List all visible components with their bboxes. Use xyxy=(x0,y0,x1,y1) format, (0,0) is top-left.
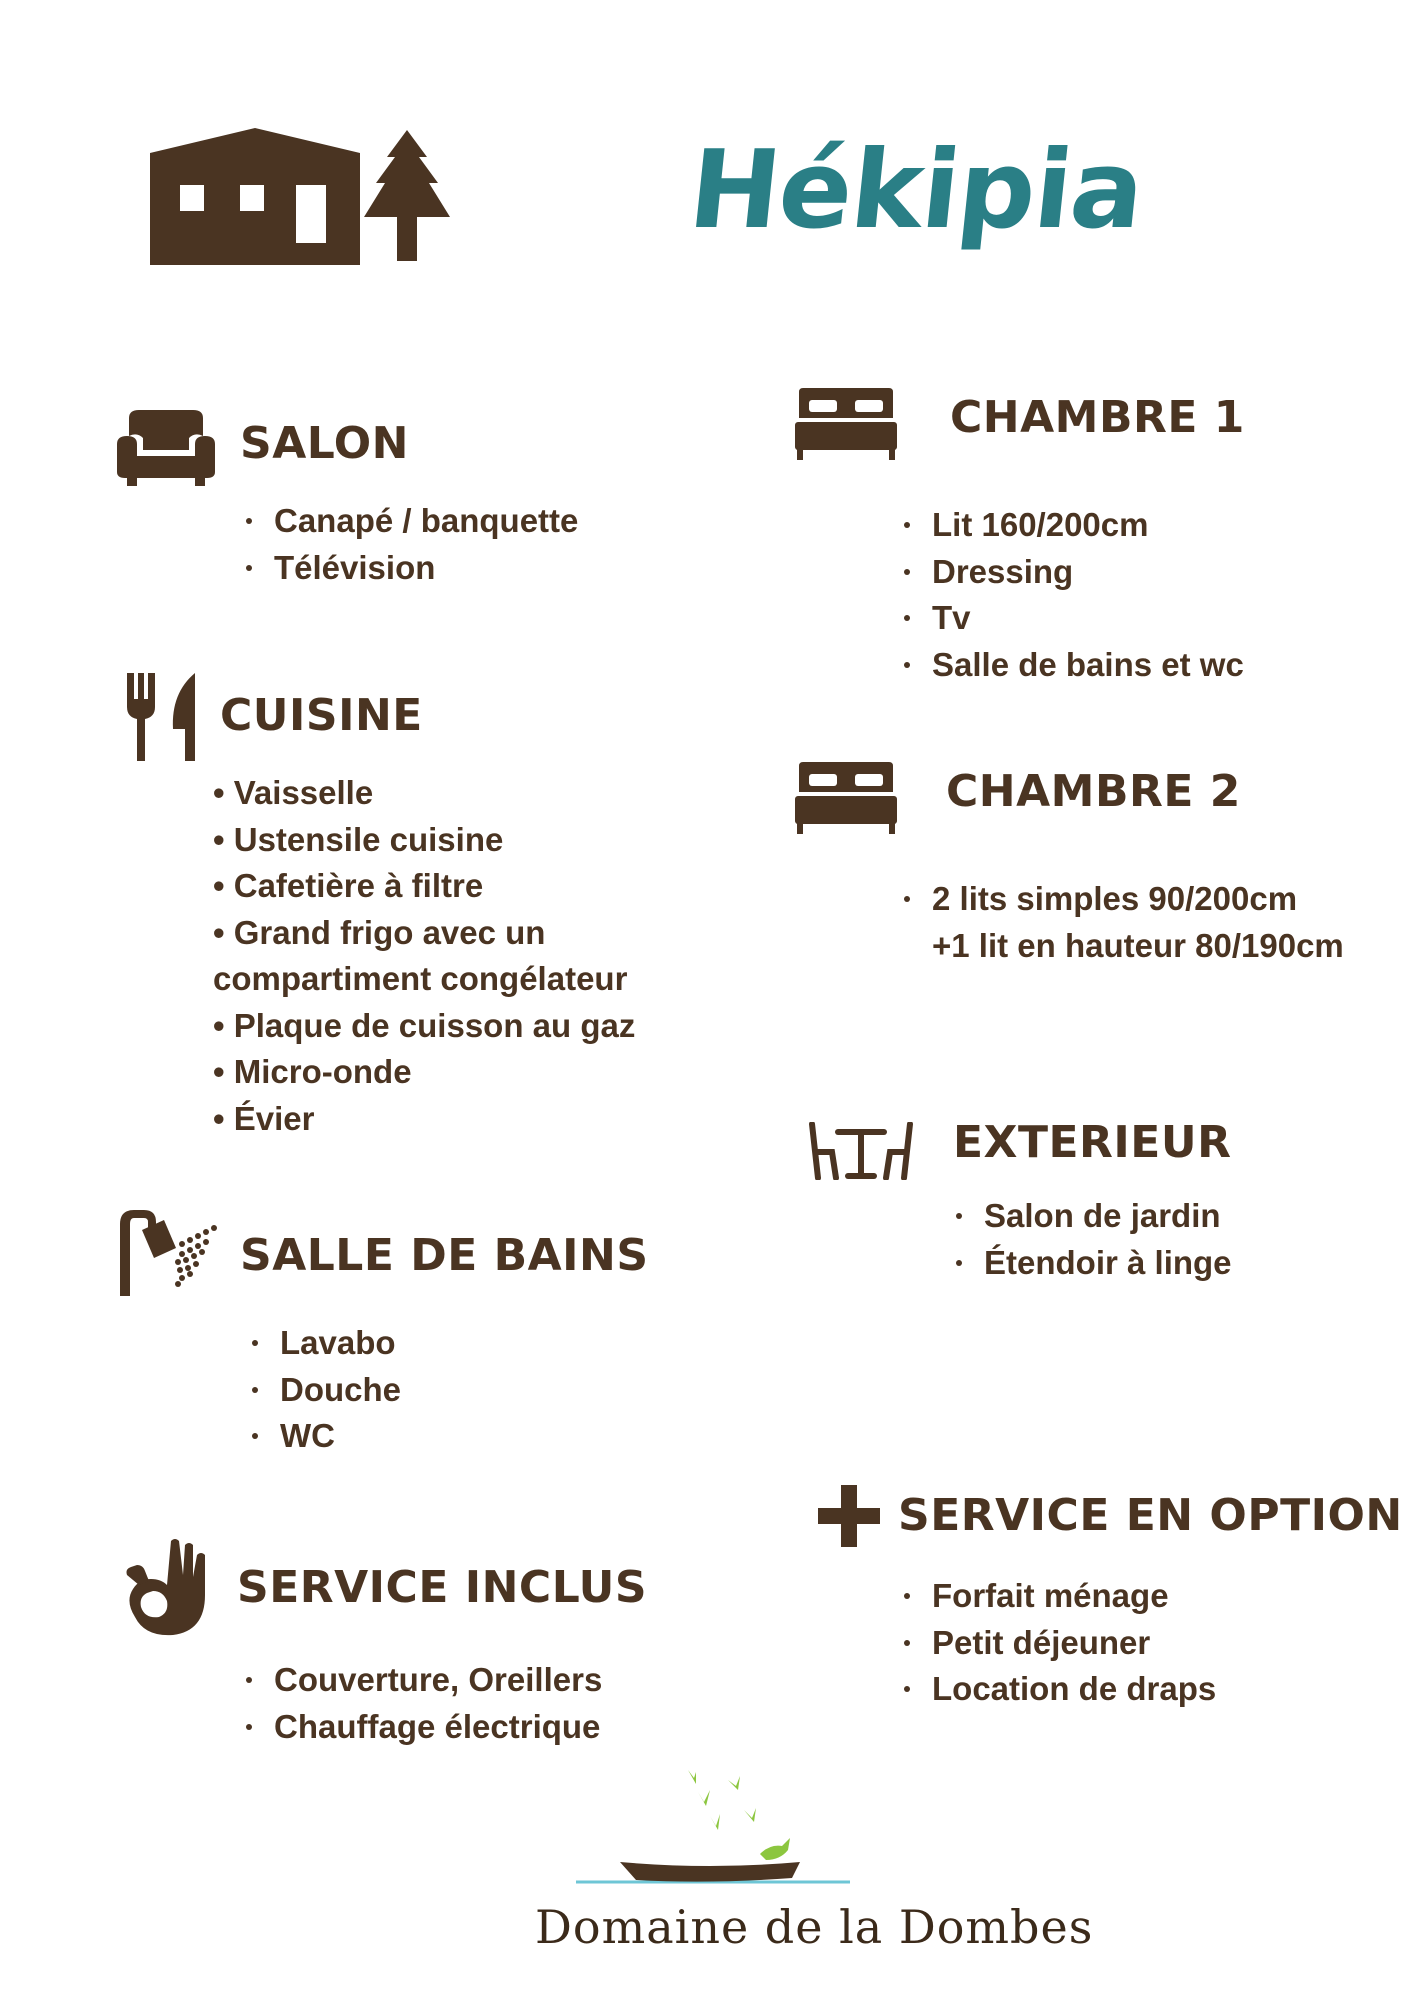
list-item: Salle de bains et wc xyxy=(904,642,1244,689)
list-item: WC xyxy=(252,1413,401,1460)
brand-wordmark: Domaine de la Dombes xyxy=(535,1900,1094,1954)
list-item: • Cafetière à filtre xyxy=(213,863,635,910)
cutlery-icon xyxy=(125,673,200,763)
list-item: Chauffage électrique xyxy=(246,1704,602,1751)
bed-icon xyxy=(795,762,897,834)
list-item: Douche xyxy=(252,1367,401,1414)
list-item: • Plaque de cuisson au gaz xyxy=(213,1003,635,1050)
exterieur-heading: EXTERIEUR xyxy=(953,1117,1232,1168)
list-item: Dressing xyxy=(904,549,1244,596)
plus-icon xyxy=(818,1485,880,1547)
page-title: Hékipia xyxy=(683,128,1150,253)
service-option-list xyxy=(904,1573,1216,1713)
chambre2-list xyxy=(904,876,1344,969)
ok-hand-icon xyxy=(125,1535,207,1637)
list-item: • Micro-onde xyxy=(213,1049,635,1096)
salon-heading: SALON xyxy=(240,418,409,469)
list-item: Tv xyxy=(904,595,1244,642)
chambre1-list xyxy=(904,502,1244,688)
patio-table-icon xyxy=(808,1122,914,1180)
service-option-heading: SERVICE EN OPTION xyxy=(898,1490,1403,1541)
boat-birds-logo xyxy=(570,1770,860,1900)
list-item: 2 lits simples 90/200cm xyxy=(904,876,1344,923)
exterieur-list xyxy=(956,1193,1232,1286)
list-item: Télévision xyxy=(246,545,578,592)
list-item: Couverture, Oreillers xyxy=(246,1657,602,1704)
list-item: Salon de jardin xyxy=(956,1193,1232,1240)
list-item: Lit 160/200cm xyxy=(904,502,1244,549)
cuisine-list xyxy=(213,770,635,1142)
bed-icon xyxy=(795,388,897,460)
list-item: Location de draps xyxy=(904,1666,1216,1713)
list-item: compartiment congélateur xyxy=(213,960,628,997)
list-item: Forfait ménage xyxy=(904,1573,1216,1620)
salle-de-bains-list xyxy=(252,1320,401,1460)
list-item: Étendoir à linge xyxy=(956,1240,1232,1287)
house-tree-icon xyxy=(150,125,450,267)
list-item: • Ustensile cuisine xyxy=(213,817,635,864)
cuisine-heading: CUISINE xyxy=(220,690,423,741)
sofa-icon xyxy=(115,410,217,486)
list-item: Petit déjeuner xyxy=(904,1620,1216,1667)
list-item: • Grand frigo avec un xyxy=(213,910,635,957)
list-item: Canapé / banquette xyxy=(246,498,578,545)
list-item: +1 lit en hauteur 80/190cm xyxy=(932,926,1344,964)
chambre2-heading: CHAMBRE 2 xyxy=(946,766,1241,817)
list-item: • Évier xyxy=(213,1096,635,1143)
service-inclus-heading: SERVICE INCLUS xyxy=(237,1562,648,1613)
list-item: • Vaisselle xyxy=(213,770,635,817)
salle-de-bains-heading: SALLE DE BAINS xyxy=(240,1230,649,1281)
list-item: Lavabo xyxy=(252,1320,401,1367)
chambre1-heading: CHAMBRE 1 xyxy=(950,392,1245,443)
shower-icon xyxy=(118,1208,222,1296)
service-inclus-list xyxy=(246,1657,602,1750)
salon-list xyxy=(246,498,578,591)
